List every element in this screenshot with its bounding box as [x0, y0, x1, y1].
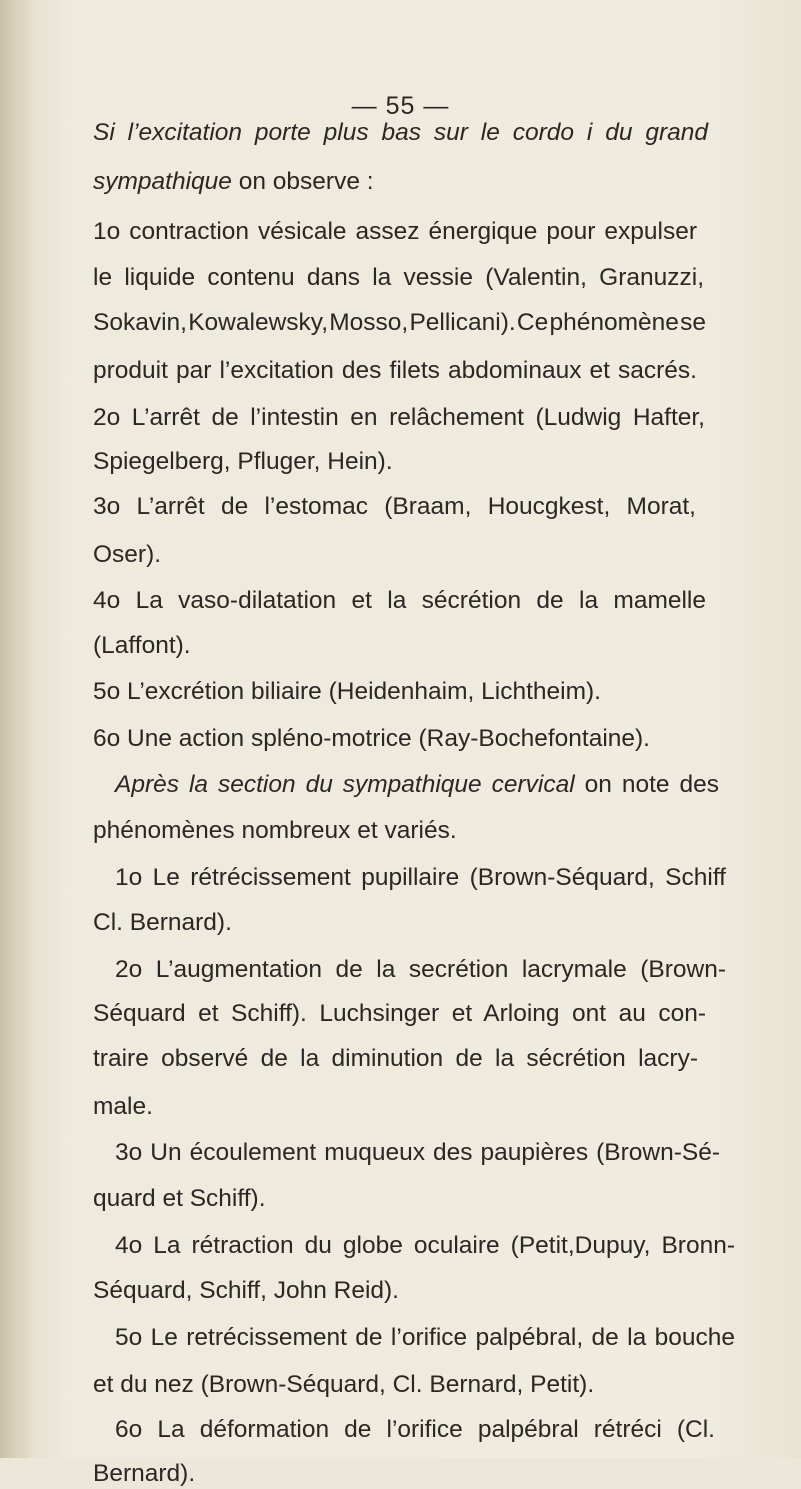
- text-span: on observe :: [231, 168, 374, 195]
- text-line: 2o L’augmentation de la secrétion lacrymale (Brown-: [115, 956, 726, 983]
- text-line: 6o Une action spléno-motrice (Ray-Bochefontaine).: [93, 725, 650, 752]
- text-span: Après la section du sympathique cervical: [115, 771, 575, 798]
- text-span: on note des: [574, 771, 719, 798]
- page-number: — 55 —: [351, 92, 450, 120]
- text-line: Séquard, Schiff, John Reid).: [93, 1277, 399, 1304]
- text-line: [93, 167, 374, 197]
- text-line: Séquard et Schiff). Luchsinger et Arloing ont au con-: [93, 1000, 706, 1027]
- text-line: 5o L’excrétion biliaire (Heidenhaim, Lichtheim).: [93, 678, 601, 705]
- text-line: 5o Le retrécissement de l’orifice palpébral, de la bouche: [115, 1324, 735, 1351]
- text-line: quard et Schiff).: [93, 1185, 266, 1212]
- text-span: sympathique: [93, 168, 232, 195]
- text-line: 1o Le rétrécissement pupillaire (Brown-Séquard, Schiff: [115, 864, 726, 891]
- text-line: 3o Un écoulement muqueux des paupières (Brown-Sé-: [115, 1139, 720, 1166]
- text-line: (Laffont).: [93, 632, 191, 659]
- text-line: et du nez (Brown-Séquard, Cl. Bernard, Petit).: [93, 1371, 595, 1398]
- text-line: Oser).: [93, 541, 162, 568]
- text-line: Cl. Bernard).: [93, 909, 232, 936]
- text-line: 6o La déformation de l’orifice palpébral rétréci (Cl.: [115, 1416, 715, 1443]
- text-line: 4o La vaso-dilatation et la sécrétion de la mamelle: [93, 587, 706, 614]
- text-line: 2o L’arrêt de l’intestin en relâchement (Ludwig Hafter,: [93, 404, 705, 431]
- text-line: 1o contraction vésicale assez énergique pour expulser: [93, 218, 697, 245]
- text-line: 4o La rétraction du globe oculaire (Petit,Dupuy, Bronn-: [115, 1232, 735, 1259]
- text-line: produit par l’excitation des filets abdominaux et sacrés.: [93, 357, 697, 384]
- page-binding-shadow: [0, 0, 34, 1458]
- text-line: [115, 770, 719, 800]
- text-line: phénomènes nombreux et variés.: [93, 817, 457, 844]
- text-line: Si l’excitation porte plus bas sur le cordo i du grand: [93, 119, 708, 146]
- text-line: Bernard).: [93, 1460, 196, 1487]
- text-line: traire observé de la diminution de la sécrétion lacry-: [93, 1045, 698, 1072]
- text-line: Spiegelberg, Pfluger, Hein).: [93, 448, 393, 475]
- text-line: le liquide contenu dans la vessie (Valentin, Granuzzi,: [93, 264, 704, 291]
- text-line: 3o L’arrêt de l’estomac (Braam, Houcgkest, Morat,: [93, 493, 696, 520]
- text-line: male.: [93, 1093, 153, 1120]
- text-line: Sokavin, Kowalewsky, Mosso, Pellicani). Ce phénomène se: [93, 309, 706, 336]
